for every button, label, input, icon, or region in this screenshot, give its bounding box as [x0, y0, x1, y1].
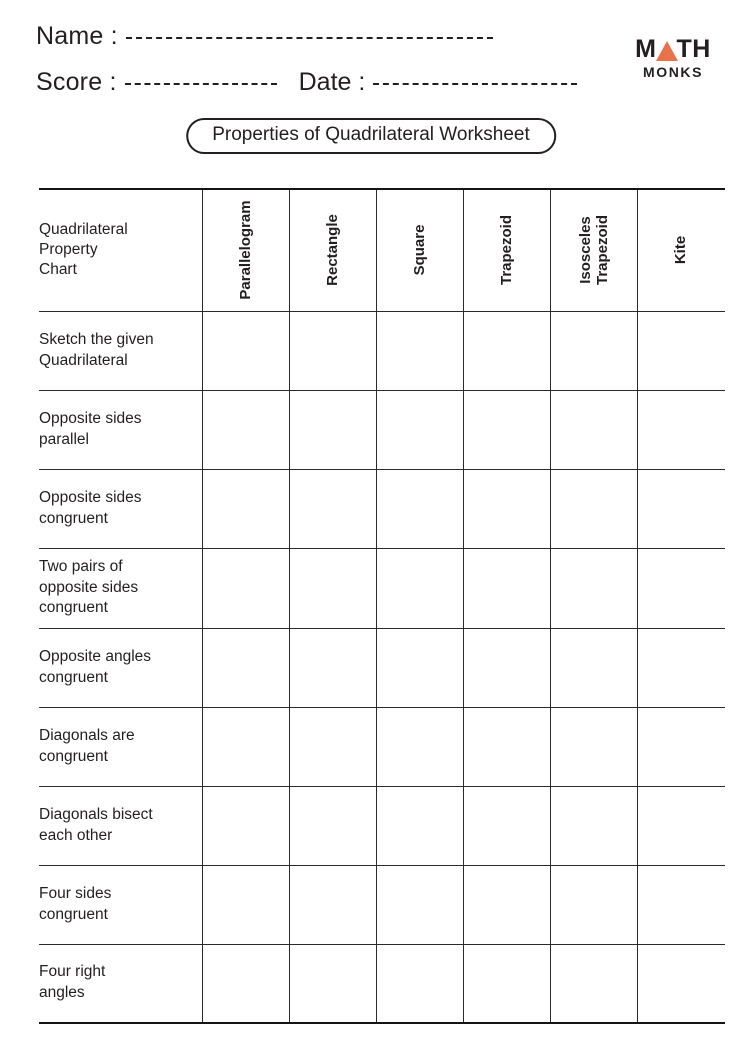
answer-cell-square[interactable]: [376, 548, 463, 628]
answer-cell-kite[interactable]: [637, 628, 725, 707]
answer-cell-kite[interactable]: [637, 469, 725, 548]
answer-cell-isosceles-trapezoid[interactable]: [550, 865, 637, 944]
row-label-line: parallel: [39, 430, 89, 448]
answer-cell-isosceles-trapezoid[interactable]: [550, 390, 637, 469]
row-label-sketch-the-given-quadrilateral: [39, 311, 202, 390]
answer-cell-isosceles-trapezoid[interactable]: [550, 548, 637, 628]
chart-body: [39, 311, 725, 1023]
row-label-diagonals-are-congruent: [39, 707, 202, 786]
row-label-line: congruent: [39, 668, 108, 686]
answer-cell-isosceles-trapezoid[interactable]: [550, 628, 637, 707]
property-chart-container: [39, 188, 703, 1024]
answer-cell-rectangle[interactable]: [289, 628, 376, 707]
answer-cell-rectangle[interactable]: [289, 865, 376, 944]
answer-cell-square[interactable]: [376, 311, 463, 390]
row-label-line: Four sides: [39, 884, 112, 902]
row-label-opposite-angles-congruent: [39, 628, 202, 707]
answer-cell-trapezoid[interactable]: [463, 707, 550, 786]
triangle-icon: [656, 41, 678, 61]
table-row: [39, 390, 725, 469]
column-header-kite-label: Kite: [672, 236, 690, 265]
answer-cell-kite[interactable]: [637, 311, 725, 390]
answer-cell-rectangle[interactable]: [289, 707, 376, 786]
logo-letters-th: TH: [676, 35, 711, 63]
table-row: [39, 469, 725, 548]
column-header-kite: [637, 189, 725, 311]
corner-line-1: Quadrilateral: [39, 220, 128, 238]
answer-cell-trapezoid[interactable]: [463, 390, 550, 469]
corner-line-3: Chart: [39, 261, 77, 279]
row-label-line: opposite sides: [39, 578, 139, 596]
answer-cell-isosceles-trapezoid[interactable]: [550, 469, 637, 548]
row-label-line: congruent: [39, 747, 108, 765]
answer-cell-trapezoid[interactable]: [463, 311, 550, 390]
table-row: [39, 628, 725, 707]
answer-cell-rectangle[interactable]: [289, 944, 376, 1023]
date-write-line[interactable]: [373, 83, 577, 85]
column-header-trapezoid-label: Trapezoid: [497, 215, 515, 286]
logo-wordmark: [630, 36, 716, 62]
table-row: [39, 548, 725, 628]
answer-cell-isosceles-trapezoid[interactable]: [550, 786, 637, 865]
answer-cell-kite[interactable]: [637, 944, 725, 1023]
worksheet-header: [0, 0, 742, 175]
name-write-line[interactable]: [126, 37, 493, 39]
answer-cell-parallelogram[interactable]: [202, 707, 289, 786]
name-field-row: [36, 22, 493, 51]
answer-cell-square[interactable]: [376, 469, 463, 548]
table-row: [39, 707, 725, 786]
score-date-field-row: [36, 68, 577, 97]
row-label-line: Sketch the given: [39, 330, 154, 348]
row-label-line: Two pairs of: [39, 557, 123, 575]
chart-corner-header: [39, 189, 202, 311]
row-label-four-sides-congruent: [39, 865, 202, 944]
answer-cell-isosceles-trapezoid[interactable]: [550, 944, 637, 1023]
answer-cell-kite[interactable]: [637, 548, 725, 628]
score-write-line[interactable]: [125, 83, 277, 85]
table-row: [39, 311, 725, 390]
column-header-parallelogram: [202, 189, 289, 311]
table-row: [39, 944, 725, 1023]
row-label-line: Opposite sides: [39, 409, 142, 427]
answer-cell-rectangle[interactable]: [289, 390, 376, 469]
column-header-trapezoid: [463, 189, 550, 311]
answer-cell-square[interactable]: [376, 944, 463, 1023]
row-label-line: congruent: [39, 905, 108, 923]
answer-cell-trapezoid[interactable]: [463, 865, 550, 944]
answer-cell-kite[interactable]: [637, 786, 725, 865]
table-row: [39, 865, 725, 944]
answer-cell-parallelogram[interactable]: [202, 311, 289, 390]
row-label-line: Opposite angles: [39, 647, 152, 665]
column-header-isosceles-trapezoid-label: Isosceles Trapezoid: [576, 215, 611, 286]
answer-cell-parallelogram[interactable]: [202, 865, 289, 944]
answer-cell-square[interactable]: [376, 707, 463, 786]
row-label-line: congruent: [39, 599, 108, 617]
score-label: Score :: [36, 68, 117, 96]
table-row: [39, 786, 725, 865]
answer-cell-kite[interactable]: [637, 390, 725, 469]
row-label-opposite-sides-congruent: [39, 469, 202, 548]
answer-cell-rectangle[interactable]: [289, 311, 376, 390]
answer-cell-rectangle[interactable]: [289, 469, 376, 548]
answer-cell-parallelogram[interactable]: [202, 628, 289, 707]
column-header-parallelogram-label: Parallelogram: [236, 200, 254, 300]
name-label: Name :: [36, 22, 118, 50]
row-label-two-pairs-of-opposite-sides-congruent: [39, 548, 202, 628]
answer-cell-square[interactable]: [376, 390, 463, 469]
logo-letter-m: M: [635, 35, 657, 63]
column-header-rectangle: [289, 189, 376, 311]
row-label-line: each other: [39, 826, 113, 844]
answer-cell-trapezoid[interactable]: [463, 786, 550, 865]
answer-cell-parallelogram[interactable]: [202, 390, 289, 469]
column-header-isosceles-trapezoid: [550, 189, 637, 311]
answer-cell-trapezoid[interactable]: [463, 628, 550, 707]
answer-cell-square[interactable]: [376, 865, 463, 944]
answer-cell-kite[interactable]: [637, 707, 725, 786]
row-label-line: Diagonals are: [39, 726, 135, 744]
row-label-line: congruent: [39, 509, 108, 527]
answer-cell-parallelogram[interactable]: [202, 786, 289, 865]
math-monks-logo: [630, 36, 716, 79]
answer-cell-rectangle[interactable]: [289, 786, 376, 865]
worksheet-title: Properties of Quadrilateral Worksheet: [186, 118, 556, 154]
answer-cell-square[interactable]: [376, 786, 463, 865]
date-label: Date :: [298, 68, 366, 96]
column-header-square-label: Square: [410, 224, 428, 276]
answer-cell-trapezoid[interactable]: [463, 548, 550, 628]
answer-cell-parallelogram[interactable]: [202, 469, 289, 548]
column-header-rectangle-label: Rectangle: [323, 214, 341, 287]
row-label-line: angles: [39, 984, 85, 1002]
chart-header-row: [39, 189, 725, 311]
row-label-four-right-angles: [39, 944, 202, 1023]
answer-cell-rectangle[interactable]: [289, 548, 376, 628]
column-header-square: [376, 189, 463, 311]
answer-cell-kite[interactable]: [637, 865, 725, 944]
answer-cell-trapezoid[interactable]: [463, 469, 550, 548]
logo-subtitle: MONKS: [642, 64, 704, 80]
answer-cell-trapezoid[interactable]: [463, 944, 550, 1023]
answer-cell-isosceles-trapezoid[interactable]: [550, 707, 637, 786]
corner-line-2: Property: [39, 241, 98, 259]
row-label-line: Quadrilateral: [39, 351, 128, 369]
quadrilateral-property-chart: [39, 188, 725, 1024]
row-label-diagonals-bisect-each-other: [39, 786, 202, 865]
row-label-line: Diagonals bisect: [39, 805, 153, 823]
answer-cell-isosceles-trapezoid[interactable]: [550, 311, 637, 390]
row-label-line: Four right: [39, 963, 106, 981]
row-label-opposite-sides-parallel: [39, 390, 202, 469]
answer-cell-square[interactable]: [376, 628, 463, 707]
answer-cell-parallelogram[interactable]: [202, 944, 289, 1023]
row-label-line: Opposite sides: [39, 488, 142, 506]
answer-cell-parallelogram[interactable]: [202, 548, 289, 628]
